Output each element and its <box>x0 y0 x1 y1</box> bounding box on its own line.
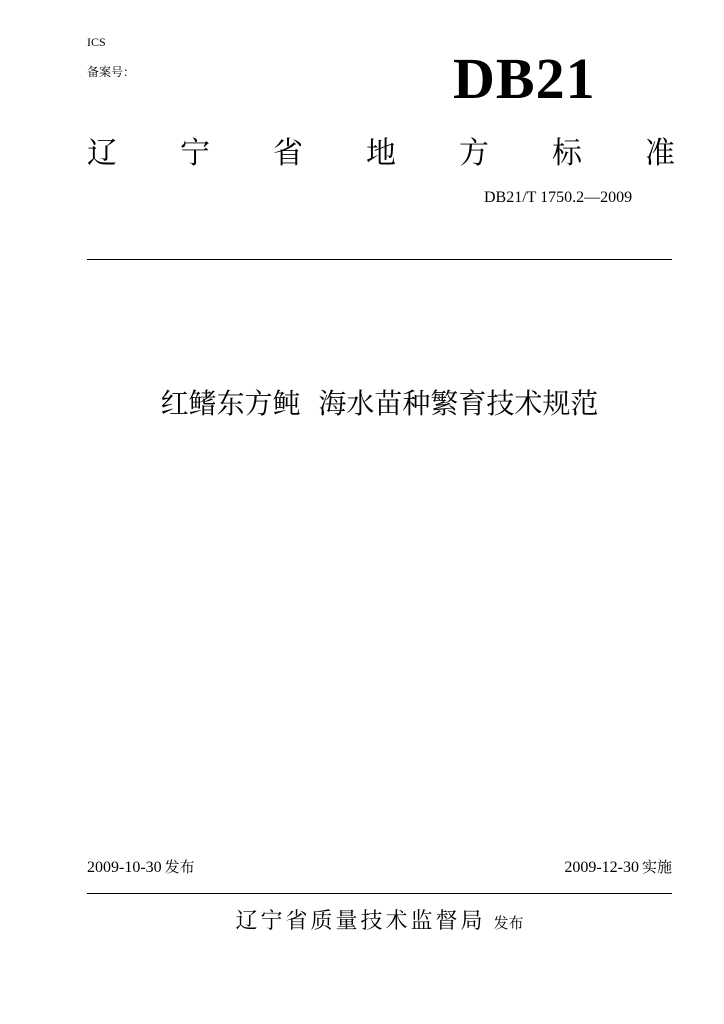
publisher-name: 辽宁省质量技术监督局 <box>235 909 486 934</box>
standard-type-char: 准 <box>645 136 675 171</box>
standard-type-char: 标 <box>552 136 582 171</box>
issue-label: 发布 <box>164 858 195 876</box>
publish-label: 发布 <box>493 914 524 932</box>
standard-type-char: 省 <box>273 136 303 171</box>
standard-type-heading <box>87 134 675 174</box>
publisher-line <box>87 904 672 941</box>
record-number-label: 备案号： <box>87 65 136 79</box>
implement-label: 实施 <box>641 858 672 876</box>
standard-type-char: 宁 <box>180 136 210 171</box>
standard-type-char: 方 <box>459 136 489 171</box>
standard-type-char: 辽 <box>87 136 117 171</box>
top-divider <box>87 259 672 260</box>
standard-number: DB21/T 1750.2—2009 <box>484 189 633 206</box>
db-logo: DB21 <box>453 46 596 111</box>
document-title: 红鳍东方鲀 海水苗种繁育技术规范 <box>160 387 599 420</box>
bottom-divider <box>87 893 672 894</box>
ics-label: ICS <box>87 35 106 49</box>
standard-type-char: 地 <box>366 136 396 171</box>
implement-date: 2009-12-30 <box>564 859 639 876</box>
implement-date-line <box>564 857 672 878</box>
issue-date-line <box>87 857 195 878</box>
issue-date: 2009-10-30 <box>87 859 162 876</box>
